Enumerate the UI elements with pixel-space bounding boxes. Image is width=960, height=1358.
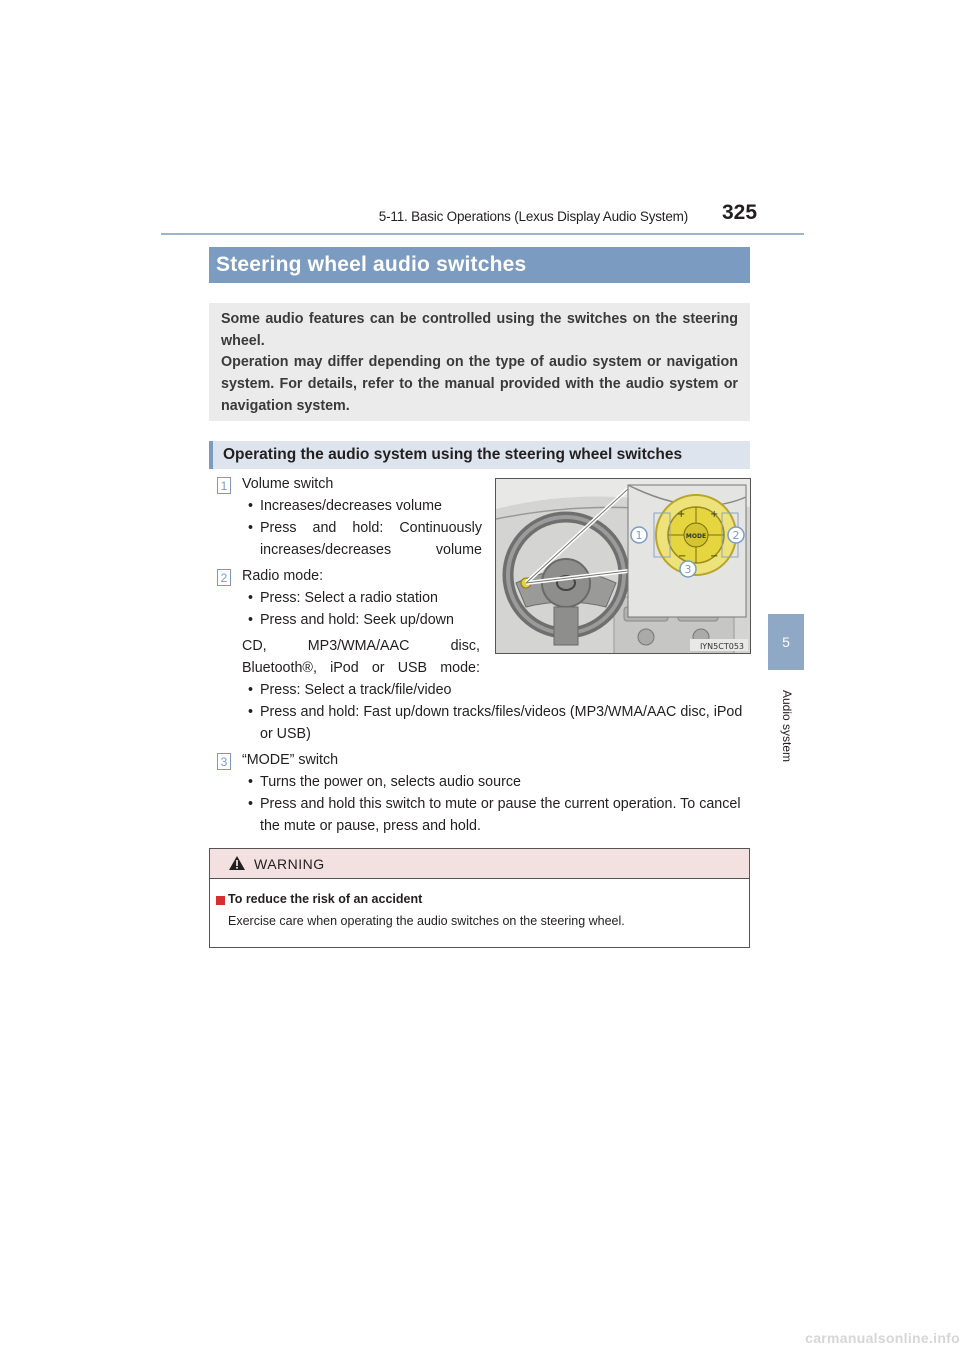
footer-watermark: carmanualsonline.info <box>805 1330 960 1346</box>
item-3-bullet-2: • Press and hold this switch to mute or pause the current operation. To cancel the mute or pause, press and hold. <box>248 796 741 834</box>
warning-body: Exercise care when operating the audio switches on the steering wheel. <box>228 914 625 928</box>
callout-2: 2 <box>732 529 740 542</box>
item-3-bullet-1: • Turns the power on, selects audio source <box>248 774 521 790</box>
item-2-bullet-2: • Press and hold: Seek up/down <box>248 612 454 628</box>
warning-title: WARNING <box>254 856 325 872</box>
intro-line-2: Operation may differ depending on the type of audio system or navigation system. For details, refer to the manual provided with the audio system or navigation system. <box>221 354 738 414</box>
item-label-2: Radio mode: <box>242 568 324 584</box>
item-2-bullet-4: • Press and hold: Fast up/down tracks/files/videos (MP3/WMA/AAC disc, iPod or USB) <box>248 704 743 742</box>
item-number-1: 1 <box>217 477 231 494</box>
callout-1: 1 <box>635 529 643 542</box>
item-1-bullet-1: • Increases/decreases volume <box>248 498 442 514</box>
item-number-3: 3 <box>217 753 231 770</box>
intro-box <box>209 303 750 421</box>
item-label-1: Volume switch <box>242 476 334 492</box>
illustration-mode-label: MODE <box>685 533 707 540</box>
svg-text:+: + <box>677 509 686 520</box>
item-1-bullet-2: • Press and hold: Continuously increases/decreases volume <box>248 520 482 558</box>
warning-box <box>209 848 750 948</box>
item-2-bullet-1: • Press: Select a radio station <box>248 590 439 606</box>
section-title: Steering wheel audio switches <box>209 247 750 283</box>
steering-wheel-drawing <box>496 479 751 654</box>
item-label-3: “MODE” switch <box>242 752 339 768</box>
item-2-bullet-3: • Press: Select a track/file/video <box>248 682 452 698</box>
svg-text:−: − <box>710 551 719 562</box>
chapter-tab: 5 <box>768 614 804 670</box>
warning-triangle-icon <box>228 855 246 871</box>
item-number-2: 2 <box>217 569 231 586</box>
header-rule <box>161 233 804 235</box>
item-label-2b: CD, MP3/WMA/AAC disc, Bluetooth®, iPod or USB mode: <box>242 638 480 676</box>
subsection-title: Operating the audio system using the steering wheel switches <box>209 441 750 469</box>
callout-3: 3 <box>684 563 692 576</box>
illustration-code: IYN5CT053 <box>699 642 744 651</box>
warning-header <box>210 849 749 879</box>
running-header-section: 5-11. Basic Operations (Lexus Display Audio System) <box>378 209 688 224</box>
svg-text:+: + <box>710 509 719 520</box>
intro-line-1: Some audio features can be controlled using the switches on the steering wheel. <box>221 311 738 349</box>
page-number: 325 <box>722 201 758 224</box>
warning-bullet-square <box>216 896 225 905</box>
chapter-name-vertical <box>768 690 804 800</box>
chapter-name: Audio system <box>780 690 794 763</box>
steering-wheel-illustration <box>495 478 751 654</box>
warning-subtitle: To reduce the risk of an accident <box>228 892 423 906</box>
svg-text:−: − <box>678 551 687 562</box>
